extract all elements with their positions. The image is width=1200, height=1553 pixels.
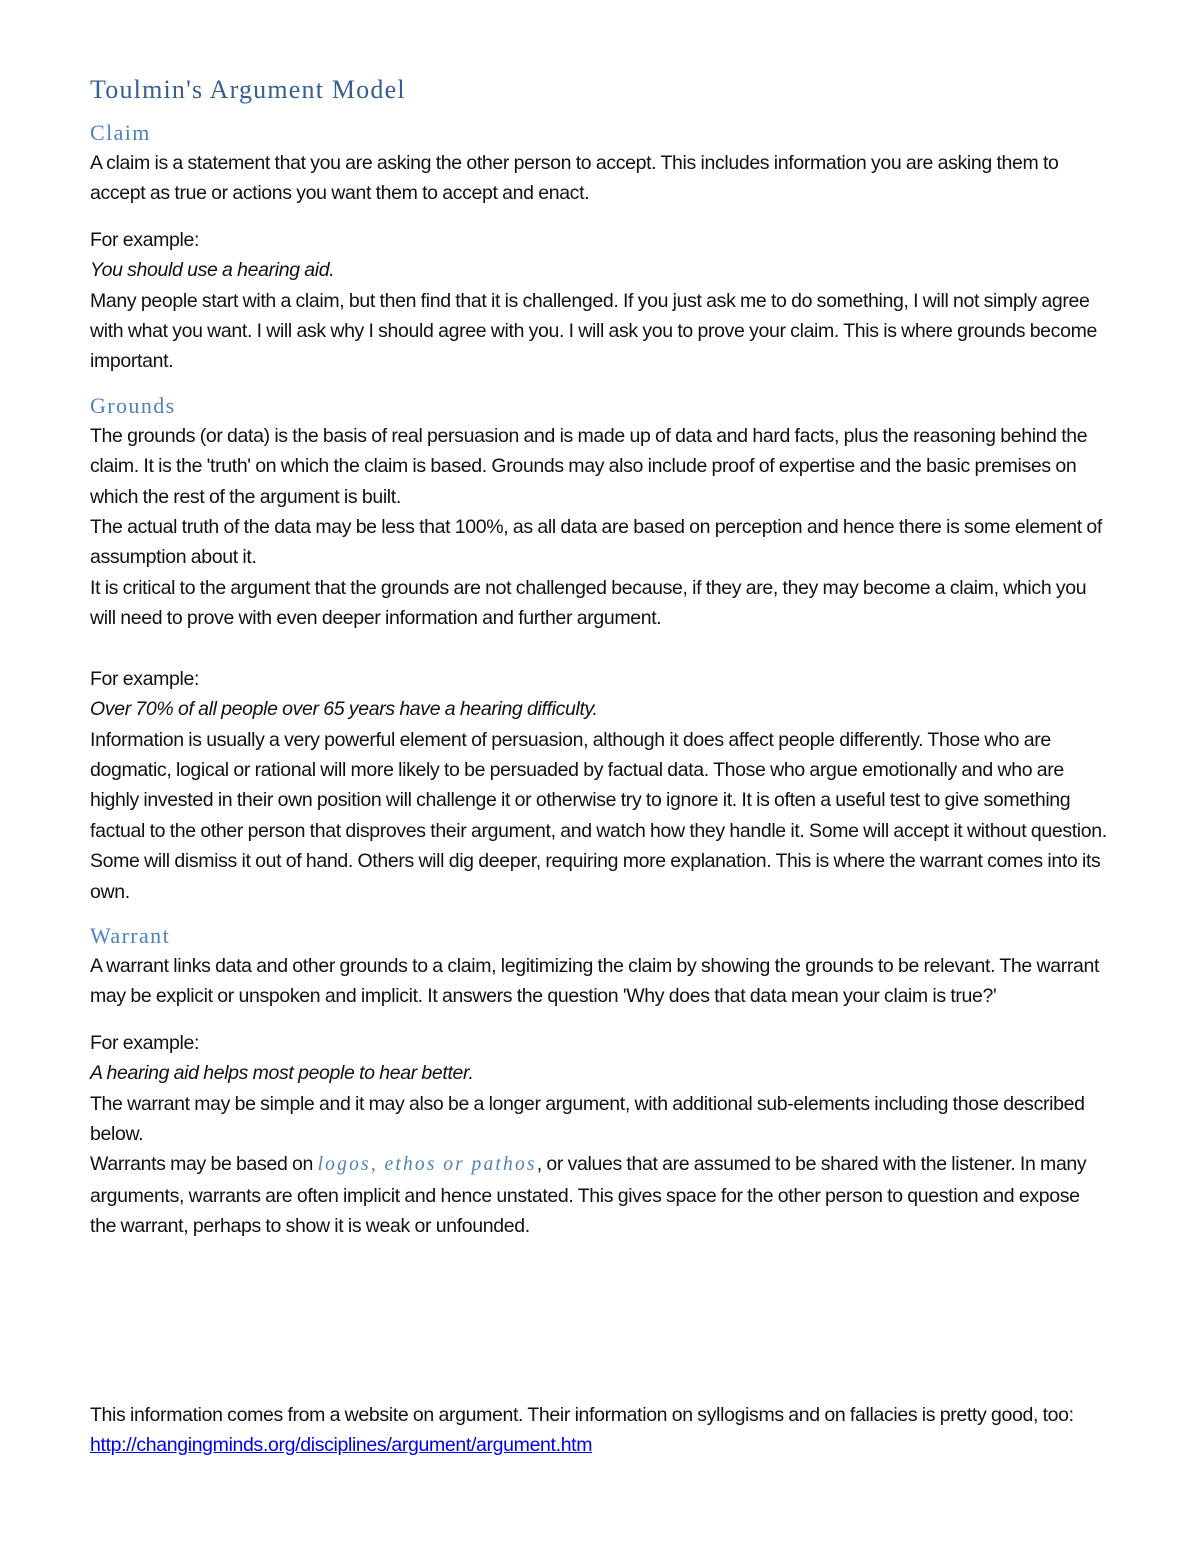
grounds-example-label: For example: bbox=[90, 667, 200, 690]
warrant-section bbox=[90, 921, 1110, 1242]
claim-intro: A claim is a statement that you are asking the other person to accept. This includes information you are asking them to accept as true or actions you want them to accept and enact. bbox=[90, 152, 1059, 205]
warrant-body-2-before: Warrants may be based on bbox=[90, 1153, 318, 1176]
warrant-example: A hearing aid helps most people to hear better. bbox=[90, 1062, 474, 1085]
grounds-heading: Grounds bbox=[90, 392, 176, 418]
grounds-section bbox=[90, 391, 1110, 907]
grounds-paragraph-2: The actual truth of the data may be less that 100%, as all data are based on perception and hence there is some element of assumption about it. bbox=[90, 516, 1102, 569]
source-note bbox=[90, 1400, 1110, 1461]
warrant-example-label: For example: bbox=[90, 1031, 200, 1054]
source-note-text: This information comes from a website on argument. Their information on syllogisms and on fallacies is pretty good, too: bbox=[90, 1404, 1074, 1426]
claim-body: Many people start with a claim, but then find that it is challenged. If you just ask me to do something, I will not simply agree with what you want. I will ask why I should agree with you. I will ask you to prove your claim. This is where grounds become important. bbox=[90, 289, 1097, 373]
grounds-paragraph-3: It is critical to the argument that the grounds are not challenged because, if they are, they may become a claim, which you will need to prove with even deeper information and further argument. bbox=[90, 576, 1087, 630]
source-link[interactable]: http://changingminds.org/disciplines/argument/argument.htm bbox=[90, 1434, 593, 1457]
grounds-example: Over 70% of all people over 65 years have a hearing difficulty. bbox=[90, 698, 598, 721]
warrant-body-2 bbox=[90, 1149, 1110, 1241]
source-note-paragraph bbox=[90, 1400, 1110, 1461]
claim-section bbox=[90, 118, 1110, 377]
warrant-intro: A warrant links data and other grounds to a claim, legitimizing the claim by showing the grounds to be relevant. The warrant may be explicit or unspoken and implicit. It answers the question 'Why does that data mean your claim is true?' bbox=[90, 954, 1100, 1008]
grounds-body: Information is usually a very powerful element of persuasion, although it does affect people differently. Those who are dogmatic, logical or rational will more likely to be persuaded by factual data. Those who argue emotionally and who are highly invested in their own position will challenge it or otherwise try to ignore it. It is often a useful test to give something factual to the other person that disproves their argument, and watch how they handle it. Some will accept it without question. Some will dismiss it out of hand. Others will dig deeper, requiring more explanation. This is where the warrant comes into its own. bbox=[90, 728, 1107, 903]
page-title: Toulmin's Argument Model bbox=[90, 75, 406, 104]
document-body bbox=[90, 72, 1110, 1242]
warrant-rhetoric-terms: logos, ethos or pathos bbox=[317, 1154, 537, 1176]
claim-heading: Claim bbox=[90, 120, 151, 145]
claim-example: You should use a hearing aid. bbox=[90, 259, 335, 282]
warrant-heading: Warrant bbox=[90, 922, 171, 948]
warrant-body-2-after: , or values that are assumed to be shared with the listener. In many arguments, warrants are often implicit and hence unstated. This gives space for the other person to question and expose the warrant, perhaps to show it is weak or unfounded. bbox=[90, 1153, 1087, 1238]
grounds-paragraph-1: The grounds (or data) is the basis of real persuasion and is made up of data and hard facts, plus the reasoning behind the claim. It is the 'truth' on which the claim is based. Grounds may also include proof of expertise and the basic premises on which the rest of the argument is built. bbox=[90, 424, 1088, 508]
warrant-body-1: The warrant may be simple and it may also be a longer argument, with additional sub-elements including those described below. bbox=[90, 1092, 1085, 1145]
claim-example-label: For example: bbox=[90, 228, 200, 251]
